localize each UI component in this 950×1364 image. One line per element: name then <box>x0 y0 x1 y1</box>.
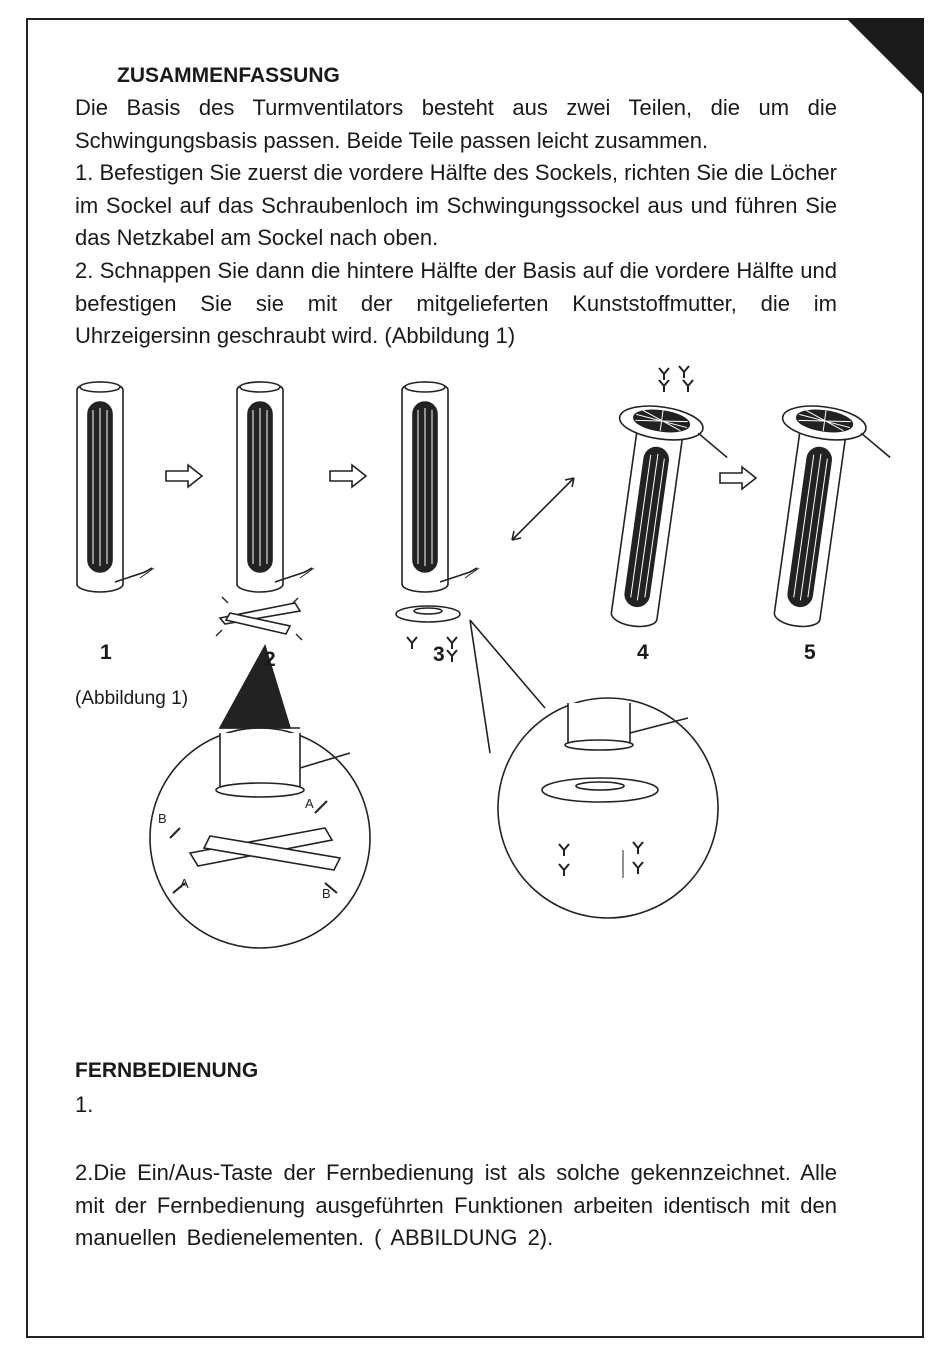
nut-icon <box>447 637 457 649</box>
summary-step-1: 1. Befestigen Sie zuerst die vordere Hälfte des Sockels, richten Sie die Löcher im Sockel auf das Schraubenloch im Schwingungssockel aus und führen Sie das Netzkabel am Sockel nach oben. <box>75 160 837 250</box>
figure-caption: (Abbildung 1) <box>75 688 189 709</box>
remote-item-2: 2.Die Ein/Aus-Taste der Fernbedienung ist als solche gekennzeichnet. Alle mit der Fernbedienung ausgeführten Funktionen arbeiten identisch mit den manuellen Bedienelementen. ( ABBILDUNG 2). <box>75 1160 837 1250</box>
arrow-icon <box>330 465 366 487</box>
part-label-b: B <box>322 886 331 901</box>
tower-fan-step-3 <box>402 382 479 592</box>
nut-icon <box>679 366 689 378</box>
tower-fan-step-5 <box>754 401 896 635</box>
remote-item-1: 1. <box>75 1092 94 1117</box>
step-number-2: 2 <box>264 648 276 671</box>
zoom-pointer-left <box>220 646 290 728</box>
base-halves-small <box>216 597 302 640</box>
zoom-detail-base-halves <box>150 728 370 948</box>
tower-fan-step-1 <box>77 382 154 592</box>
step-number-1: 1 <box>100 641 112 664</box>
zoom-detail-base-and-nuts <box>498 698 718 918</box>
arrow-icon <box>166 465 202 487</box>
summary-intro: Die Basis des Turmventilators besteht aus zwei Teilen, die um die Schwingungsbasis passen. Beide Teile passen leicht zusammen. <box>75 95 837 153</box>
assembly-figure <box>60 358 900 978</box>
summary-heading: ZUSAMMENFASSUNG <box>117 64 340 87</box>
remote-heading: FERNBEDIENUNG <box>75 1059 259 1082</box>
assembly-illustration <box>60 358 900 978</box>
nut-icon <box>659 380 669 392</box>
part-label-b: B <box>158 811 167 826</box>
part-label-a: A <box>305 796 314 811</box>
part-label-a: A <box>180 876 189 891</box>
nut-icon <box>683 380 693 392</box>
step-number-5: 5 <box>804 641 816 664</box>
nut-icon <box>407 637 417 649</box>
step-number-3: 3 <box>433 643 445 666</box>
nut-icon <box>659 368 669 380</box>
step-number-4: 4 <box>637 641 649 664</box>
tower-fan-step-2 <box>237 382 314 592</box>
tower-fan-step-4 <box>591 401 733 635</box>
arrow-icon <box>720 467 756 489</box>
summary-step-2: 2. Schnappen Sie dann die hintere Hälfte der Basis auf die vordere Hälfte und befestigen Sie sie mit der mitgelieferten Kunststoffmutter, die im Uhrzeigersinn geschraubt wird. (Abbildung 1) <box>75 258 837 348</box>
nut-icon <box>447 650 457 662</box>
double-arrow-icon <box>512 478 574 540</box>
